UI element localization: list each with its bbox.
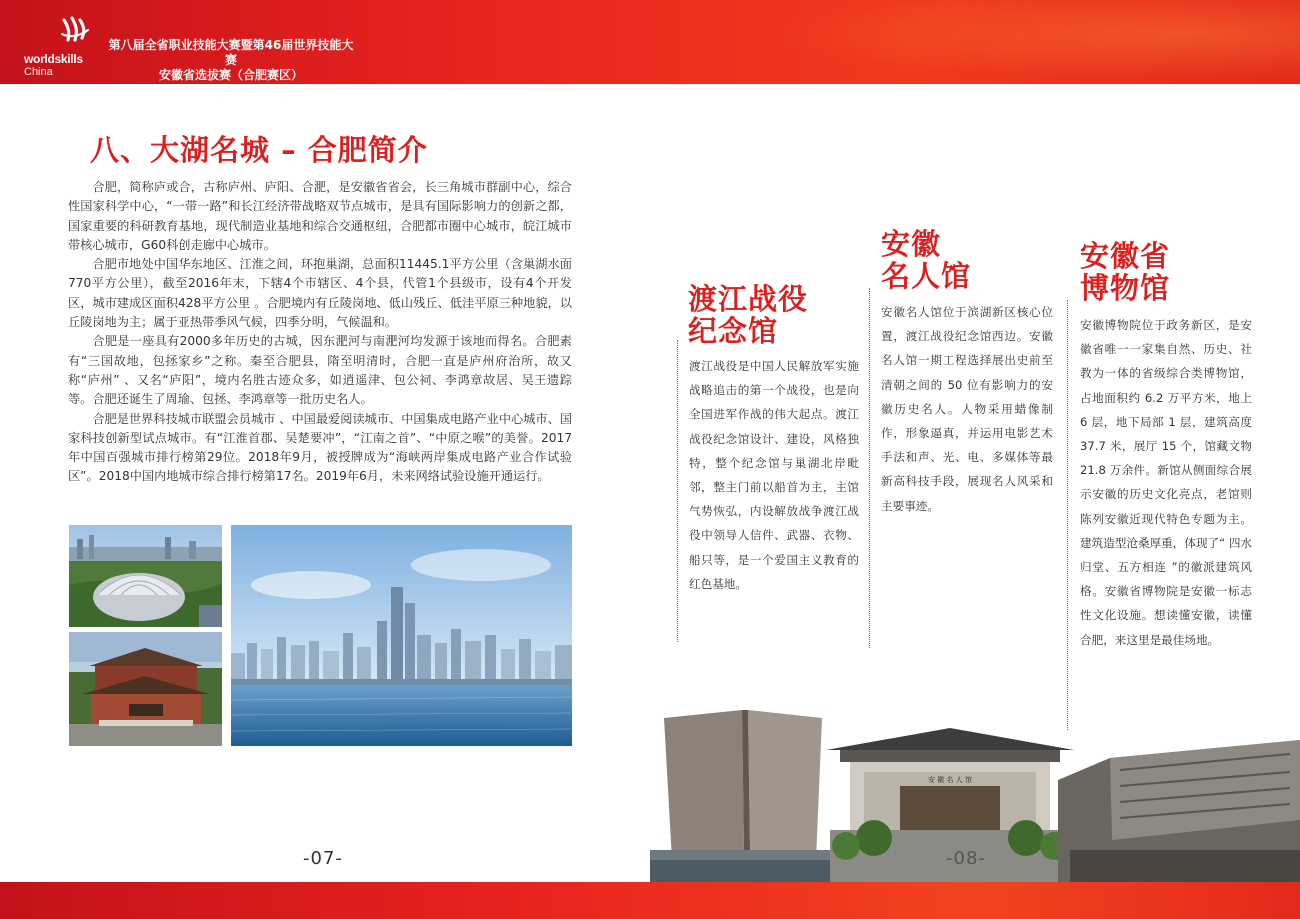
page-title: 八、大湖名城 – 合肥简介 xyxy=(90,133,428,167)
logo-wordmark: worldskills xyxy=(24,52,83,66)
intro-paragraph-2: 合肥市地处中国华东地区、江淮之间，环抱巢湖，总面积11445.1平方公里（含巢湖水面770平方公里），截至2016年末，下辖4个市辖区、4个县，代管1个县级市，设有4个开发区，城市建成区面积428平方公里 。合肥境内有丘陵岗地、低山残丘、低洼平原三种地貌，以丘陵岗地为主；属于亚热带季风气候，四季分明，气候温和。 xyxy=(68,257,572,330)
logo-country: China xyxy=(24,66,53,78)
intro-text xyxy=(68,178,572,487)
dujiang-title-line1: 渡江战役 xyxy=(688,282,809,316)
intro-paragraph-3: 合肥是一座具有2000多年历史的古城，因东淝河与南淝河均发源于该地而得名。合肥素有“三国故地，包拯家乡”之称。秦至合肥县，隋至明清时，合肥一直是庐州府治所，故又称“庐州” 、又名“庐阳”，境内名胜古迹众多，如逍遥津、包公祠、李鸿章故居、吴王遗踪等。合肥还诞生了周瑜、包拯、李鸿章等一批历史名人。 xyxy=(68,334,572,407)
column-1-divider xyxy=(677,340,678,642)
anhui-museum-title xyxy=(1080,240,1170,304)
column-2-divider xyxy=(869,288,870,648)
celebrity-museum-sign: 安 徽 名 人 馆 xyxy=(928,776,972,784)
column-3-divider xyxy=(1067,300,1068,730)
intro-paragraph-4: 合肥是世界科技城市联盟会员城市 、中国最爱阅读城市、中国集成电路产业中心城市、国家科技创新型试点城市。有“江淮首郡、吴楚要冲”，“江南之首”、“中原之喉”的美誉。2017年中国百强城市排行榜第29位。2018年9月，被授牌成为“海峡两岸集成电路产业合作试验区”。2018中国内地城市综合排行榜第17名。2019年6月，未来网络试验设施开通运行。 xyxy=(68,411,572,484)
header-title-line2: 安徽省选拔赛（合肥赛区） xyxy=(158,68,303,82)
dujiang-title-line2: 纪念馆 xyxy=(688,314,779,348)
celebrity-title-line2: 名人馆 xyxy=(881,259,972,293)
museum-title-line1: 安徽省 xyxy=(1080,239,1171,273)
stadium-photo xyxy=(69,525,222,627)
anhui-museum-text: 安徽博物院位于政务新区，是安徽省唯一一家集自然、历史、社教为一体的省级综合类博物馆，占地面积约 6.2 万平方米，地上 6 层，地下局部 1 层，建筑高度 37.7 米，展厅 15 个，馆藏文物 21.8 万余件。新馆从侧面综合展示安徽的历史文化亮点，老馆则陈列安徽近现代特色专题为主。建筑造型沧桑厚重，体现了“ 四水归堂、五方相连 ”的徽派建筑风格。安徽省博物院是安徽一标志性文化设施。想读懂安徽，读懂合肥，来这里是最佳场地。 xyxy=(1080,318,1253,647)
worldskills-logo xyxy=(24,16,96,76)
header-title-line1: 第八届全省职业技能大赛暨第46届世界技能大赛 xyxy=(108,38,354,67)
dujiang-memorial-text: 渡江战役是中国人民解放军实施战略追击的第一个战役，也是向全国进军作战的伟大起点。渡江战役纪念馆设计、建设，风格独特，整个纪念馆与巢湖北岸毗邻，整主门前以船首为主，主馆气势恢弘，内设解放战争渡江战役中领导人信件、武器、衣物、船只等，是一个爱国主义教育的红色基地。 xyxy=(689,359,859,591)
celebrity-title-line1: 安徽 xyxy=(881,227,942,261)
museum-title-line2: 博物馆 xyxy=(1080,271,1171,305)
celebrity-museum-title xyxy=(881,228,971,292)
left-page-number: -07- xyxy=(303,848,343,869)
skyline-photo xyxy=(231,525,572,746)
worldskills-mark-icon xyxy=(58,16,90,46)
dujiang-memorial-title xyxy=(688,283,808,347)
temple-photo xyxy=(69,632,222,746)
header-title xyxy=(106,38,356,83)
right-page-number: -08- xyxy=(946,848,986,869)
intro-paragraph-1: 合肥，简称庐或合，古称庐州、庐阳、合淝，是安徽省省会，长三角城市群副中心，综合性国家科学中心，“一带一路”和长江经济带战略双节点城市，是具有国际影响力的创新之都，国家重要的科研教育基地，现代制造业基地和综合交通枢纽，合肥都市圈中心城市，皖江城市带核心城市，G60科创走廊中心城市。 xyxy=(68,180,572,252)
celebrity-museum-text: 安徽名人馆位于滨湖新区核心位置，渡江战役纪念馆西边。安徽名人馆一期工程选择展出史前至清朝之间的 50 位有影响力的安徽历史名人。人物采用蜡像制作，形象逼真，并运用电影艺术手法和声、光、电、多媒体等最新高科技手段，展现名人风采和主要事迹。 xyxy=(881,305,1053,513)
footer-bar xyxy=(0,882,1300,919)
